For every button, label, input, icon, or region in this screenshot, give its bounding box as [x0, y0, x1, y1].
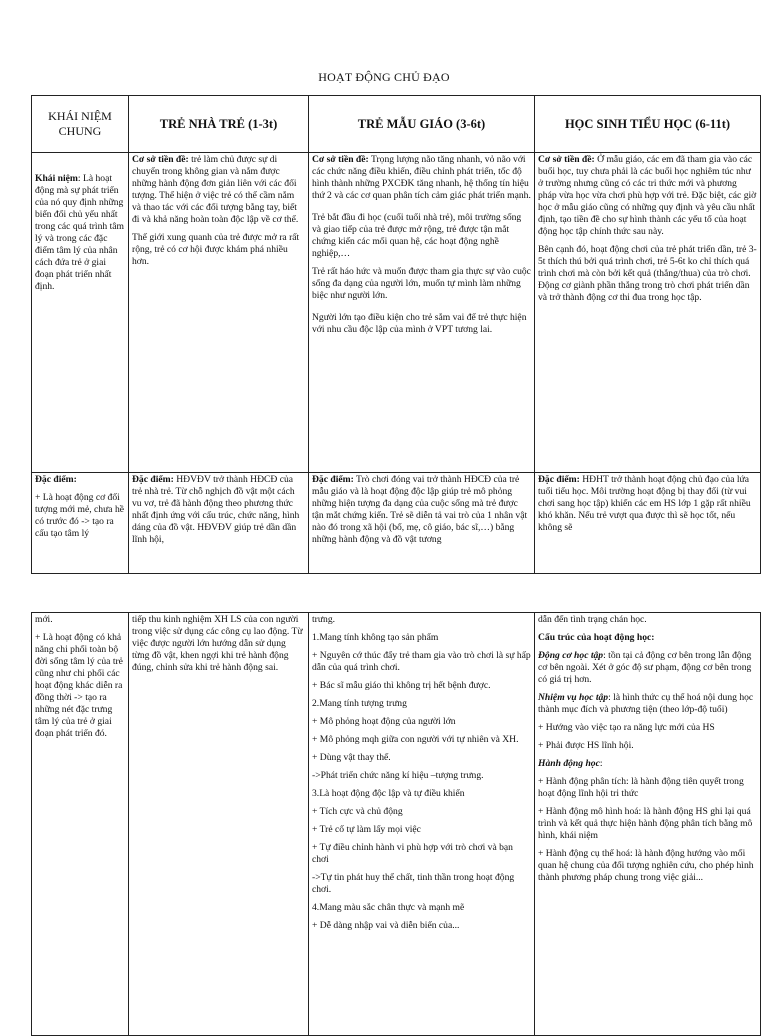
paragraph: + Bác sĩ mẫu giáo thì không trị hết bệnh được. [312, 680, 491, 691]
label: Đặc điểm: [132, 474, 174, 485]
paragraph: ->Tự tin phát huy thể chất, tinh thần trong hoạt động chơi. [312, 872, 515, 895]
bullet: + Hành động cụ thể hoá: là hành động hướng vào mối quan hệ chung của đối tượng nghiên cứu, cho phép hình thành phương pháp chung trong việc giải... [538, 848, 754, 883]
page-title: HOẠT ĐỘNG CHỦ ĐẠO [318, 70, 450, 84]
paragraph: + Dễ dàng nhập vai và diễn biến của... [312, 920, 460, 931]
header-kindergarten: TRẺ MẪU GIÁO (3-6t) [309, 96, 535, 153]
cell-primary-features [535, 473, 761, 574]
bullet: + Hành động mô hình hoá: là hành động HS ghi lại quá trình và kết quả thực hiện hành động phân tích bằng mô hình, khái niệm [538, 806, 753, 841]
text: HĐHT trở thành hoạt động chủ đạo của lứa tuổi tiểu học. Môi trường hoạt động bị thay đổi (từ vui chơi sang học tập) khiến các em HS lớp 1 gặp rất nhiều khó khăn. Nếu trẻ vượt qua được thì sẽ học tốt, nếu không sẽ [538, 474, 751, 533]
concept-label: Khái niệm [35, 173, 78, 184]
text: Ở mẫu giáo, các em đã tham gia vào các buổi học, tuy chưa phải là các buổi học nghiêm túc như ở trường nhưng cũng có các tri thức mới và phương pháp vừa học vừa chơi phù hợp với trẻ. Đặc biệt, các giờ học ở mẫu giáo cũng có những quy định và yêu cầu nhất định, tạo tiền đề cho sự hình thành các yếu tố của hoạt động học tập chính thức sau này. [538, 154, 757, 237]
header-nursery: TRẺ NHÀ TRẺ (1-3t) [129, 96, 309, 153]
cell-nursery-cont [129, 613, 309, 1036]
concept-text: : Là hoạt động mà sự phát triển của nó quy định những biến đổi chủ yếu nhất trong các quá trình tâm lý và trong các đặc điểm tâm lý của nhân cách đứa trẻ ở giai đoạn phát triển nhất định. [35, 173, 124, 292]
text: : là hình thức cụ thể hoá nội dung học thành mục đích và phương tiện (theo lớp-độ tuổi) [538, 692, 754, 715]
paragraph: trưng. [312, 614, 336, 625]
paragraph: Thế giới xung quanh của trẻ được mở ra rất rộng, trẻ có cơ hội được khám phá nhiều hơn. [132, 232, 300, 267]
paragraph: 2.Mang tính tượng trưng [312, 698, 407, 709]
paragraph: Bên cạnh đó, hoạt động chơi của trẻ phát triển dần, trẻ 3-5t thích thú bởi quá trình chơi, trẻ 5-6t ko chỉ thích quá trình chơi mà còn bởi kết quả (thắng/thua) của trò chơi. Động cơ giành phần thắng trong trò chơi phát triển dần và trở thành động cơ thi đua trong học tập. [538, 244, 757, 303]
paragraph: dẫn đến tình trạng chán học. [538, 614, 647, 625]
label: Đặc điểm: [538, 474, 580, 485]
text: : [599, 758, 603, 769]
main-table-bottom [31, 612, 761, 1036]
label: Cơ sở tiền đề: [538, 154, 595, 165]
paragraph: mới. [35, 614, 53, 625]
cell-features [32, 473, 129, 574]
header-general-concept: KHÁI NIỆM CHUNG [32, 96, 129, 153]
paragraph: + Mô phỏng mqh giữa con người với tự nhiên và XH. [312, 734, 519, 745]
bullet: + Hành động phân tích: là hành động tiên quyết trong hoạt động lĩnh hội tri thức [538, 776, 744, 799]
table-row-premise [32, 153, 761, 473]
cell-primary-cont [535, 613, 761, 1036]
cell-primary-premise [535, 153, 761, 473]
paragraph: + Nguyên cớ thúc đẩy trẻ tham gia vào trò chơi là sự hấp dẫn của quá trình chơi. [312, 650, 531, 673]
text: trẻ làm chủ được sự di chuyển trong không gian và nắm được những hành động đơn giản liên với các đối tượng. Thể hiện ở việc trẻ có thể cầm nắm và thao tác với các đối tượng bằng tay, biết đi và khả năng hoàn toàn độc lập về cơ thể. [132, 154, 299, 225]
paragraph: + Trẻ cố tự làm lấy mọi việc [312, 824, 421, 835]
cell-concept [32, 153, 129, 473]
main-table-top [31, 95, 761, 574]
paragraph: 1.Mang tính không tạo sản phẩm [312, 632, 439, 643]
text: HĐVĐV trở thành HĐCĐ của trẻ nhà trẻ. Từ chỗ nghịch đồ vật một cách vu vơ, trẻ đã hành động theo phương thức nhất định ứng với cấu trúc, chức năng, hình dáng của đồ vật. HĐVĐV giúp trẻ dần dần lĩnh hội, [132, 474, 300, 545]
paragraph: ->Phát triển chức năng kí hiệu –tượng trưng. [312, 770, 484, 781]
cell-nursery-premise [129, 153, 309, 473]
text: Trò chơi đóng vai trở thành HĐCĐ của trẻ mẫu giáo và là hoạt động độc lập giúp trẻ mô phỏng những hiện tượng đa dạng của cuộc sống mà trẻ được tận mắt chứng kiến. Trẻ sẽ diễn tả vai trò của 1 nhân vật nào đó trong xã hội (bố, mẹ, cô giáo, bác sĩ,…) bằng những hành động và đồ vật tương [312, 474, 528, 545]
features-text: + Là hoạt động cơ đối tượng mới mẻ, chưa hề có trước đó -> tạo ra cấu tạo tâm lý [35, 492, 125, 539]
bullet: + Phải được HS lĩnh hội. [538, 740, 634, 751]
paragraph: Trẻ bắt đầu đi học (cuối tuổi nhà trẻ), môi trường sống và giao tiếp của trẻ được mở rộng, trẻ được tận mắt chứng kiến các mối quan hệ, các hoạt động nghề nghiệp,… [312, 212, 522, 259]
header-primary: HỌC SINH TIỂU HỌC (6-11t) [535, 96, 761, 153]
cell-features-cont [32, 613, 129, 1036]
paragraph: + Là hoạt động có khả năng chi phối toàn bộ đời sống tâm lý của trẻ cũng như chi phối các hoạt động khác diễn ra đồng thời -> tạo ra những nét đặc trưng tâm lý của trẻ ở giai đoạn phát triển đó. [35, 632, 123, 739]
label: Cơ sở tiền đề: [132, 154, 189, 165]
paragraph: + Tự điều chỉnh hành vi phù hợp với trò chơi và bạn chơi [312, 842, 513, 865]
structure-heading: Cấu trúc của hoạt động học: [538, 632, 655, 643]
paragraph: 3.Là hoạt động độc lập và tự điều khiển [312, 788, 465, 799]
features-label: Đặc điểm: [35, 474, 77, 485]
text: : tồn tại cả động cơ bên trong lẫn động cơ bên ngoài. Xét ở góc độ sư phạm, động cơ bên trong có giá trị hơn. [538, 650, 752, 685]
paragraph: Người lớn tạo điều kiện cho trẻ sắm vai để trẻ thực hiện với nhu cầu độc lập của mình ở VPT tương lai. [312, 312, 527, 335]
table-row-features [32, 473, 761, 574]
paragraph: + Mô phỏng hoạt động của người lớn [312, 716, 456, 727]
table-row-continued [32, 613, 761, 1036]
cell-kindergarten-features [309, 473, 535, 574]
paragraph: + Tích cực và chủ động [312, 806, 403, 817]
cell-kindergarten-premise [309, 153, 535, 473]
motive-label: Động cơ học tập [538, 650, 604, 661]
cell-nursery-features [129, 473, 309, 574]
text: Trọng lượng não tăng nhanh, vỏ não với các chức năng điều khiển, điều chỉnh phát triển, tốc độ hình thành những PXCĐK tăng nhanh, hệ thống tín hiệu thứ 2 và các cơ quan phân tích cảm giác phát triển mạnh. [312, 154, 531, 201]
header-row [32, 96, 761, 153]
bullet: + Hướng vào việc tạo ra năng lực mới của HS [538, 722, 715, 733]
label: Đặc điểm: [312, 474, 354, 485]
label: Cơ sở tiền đề: [312, 154, 369, 165]
task-label: Nhiệm vụ học tập [538, 692, 609, 703]
action-label: Hành động học [538, 758, 600, 769]
paragraph: tiếp thu kinh nghiệm XH LS của con người trong việc sử dụng các công cụ lao động. Từ việc được người lớn hướng dẫn sử dụng từng đồ vật, khen ngợi khi trẻ hành động đúng, chỉnh sửa khi trẻ hành động sai. [132, 614, 303, 673]
paragraph: Trẻ rất háo hức và muốn được tham gia thực sự vào cuộc sống đa dạng của người lớn, muốn tự mình làm những biệc như người lớn. [312, 266, 531, 301]
paragraph: + Dùng vật thay thế. [312, 752, 391, 763]
paragraph: 4.Mang màu sắc chân thực và mạnh mẽ [312, 902, 465, 913]
cell-kindergarten-cont [309, 613, 535, 1036]
